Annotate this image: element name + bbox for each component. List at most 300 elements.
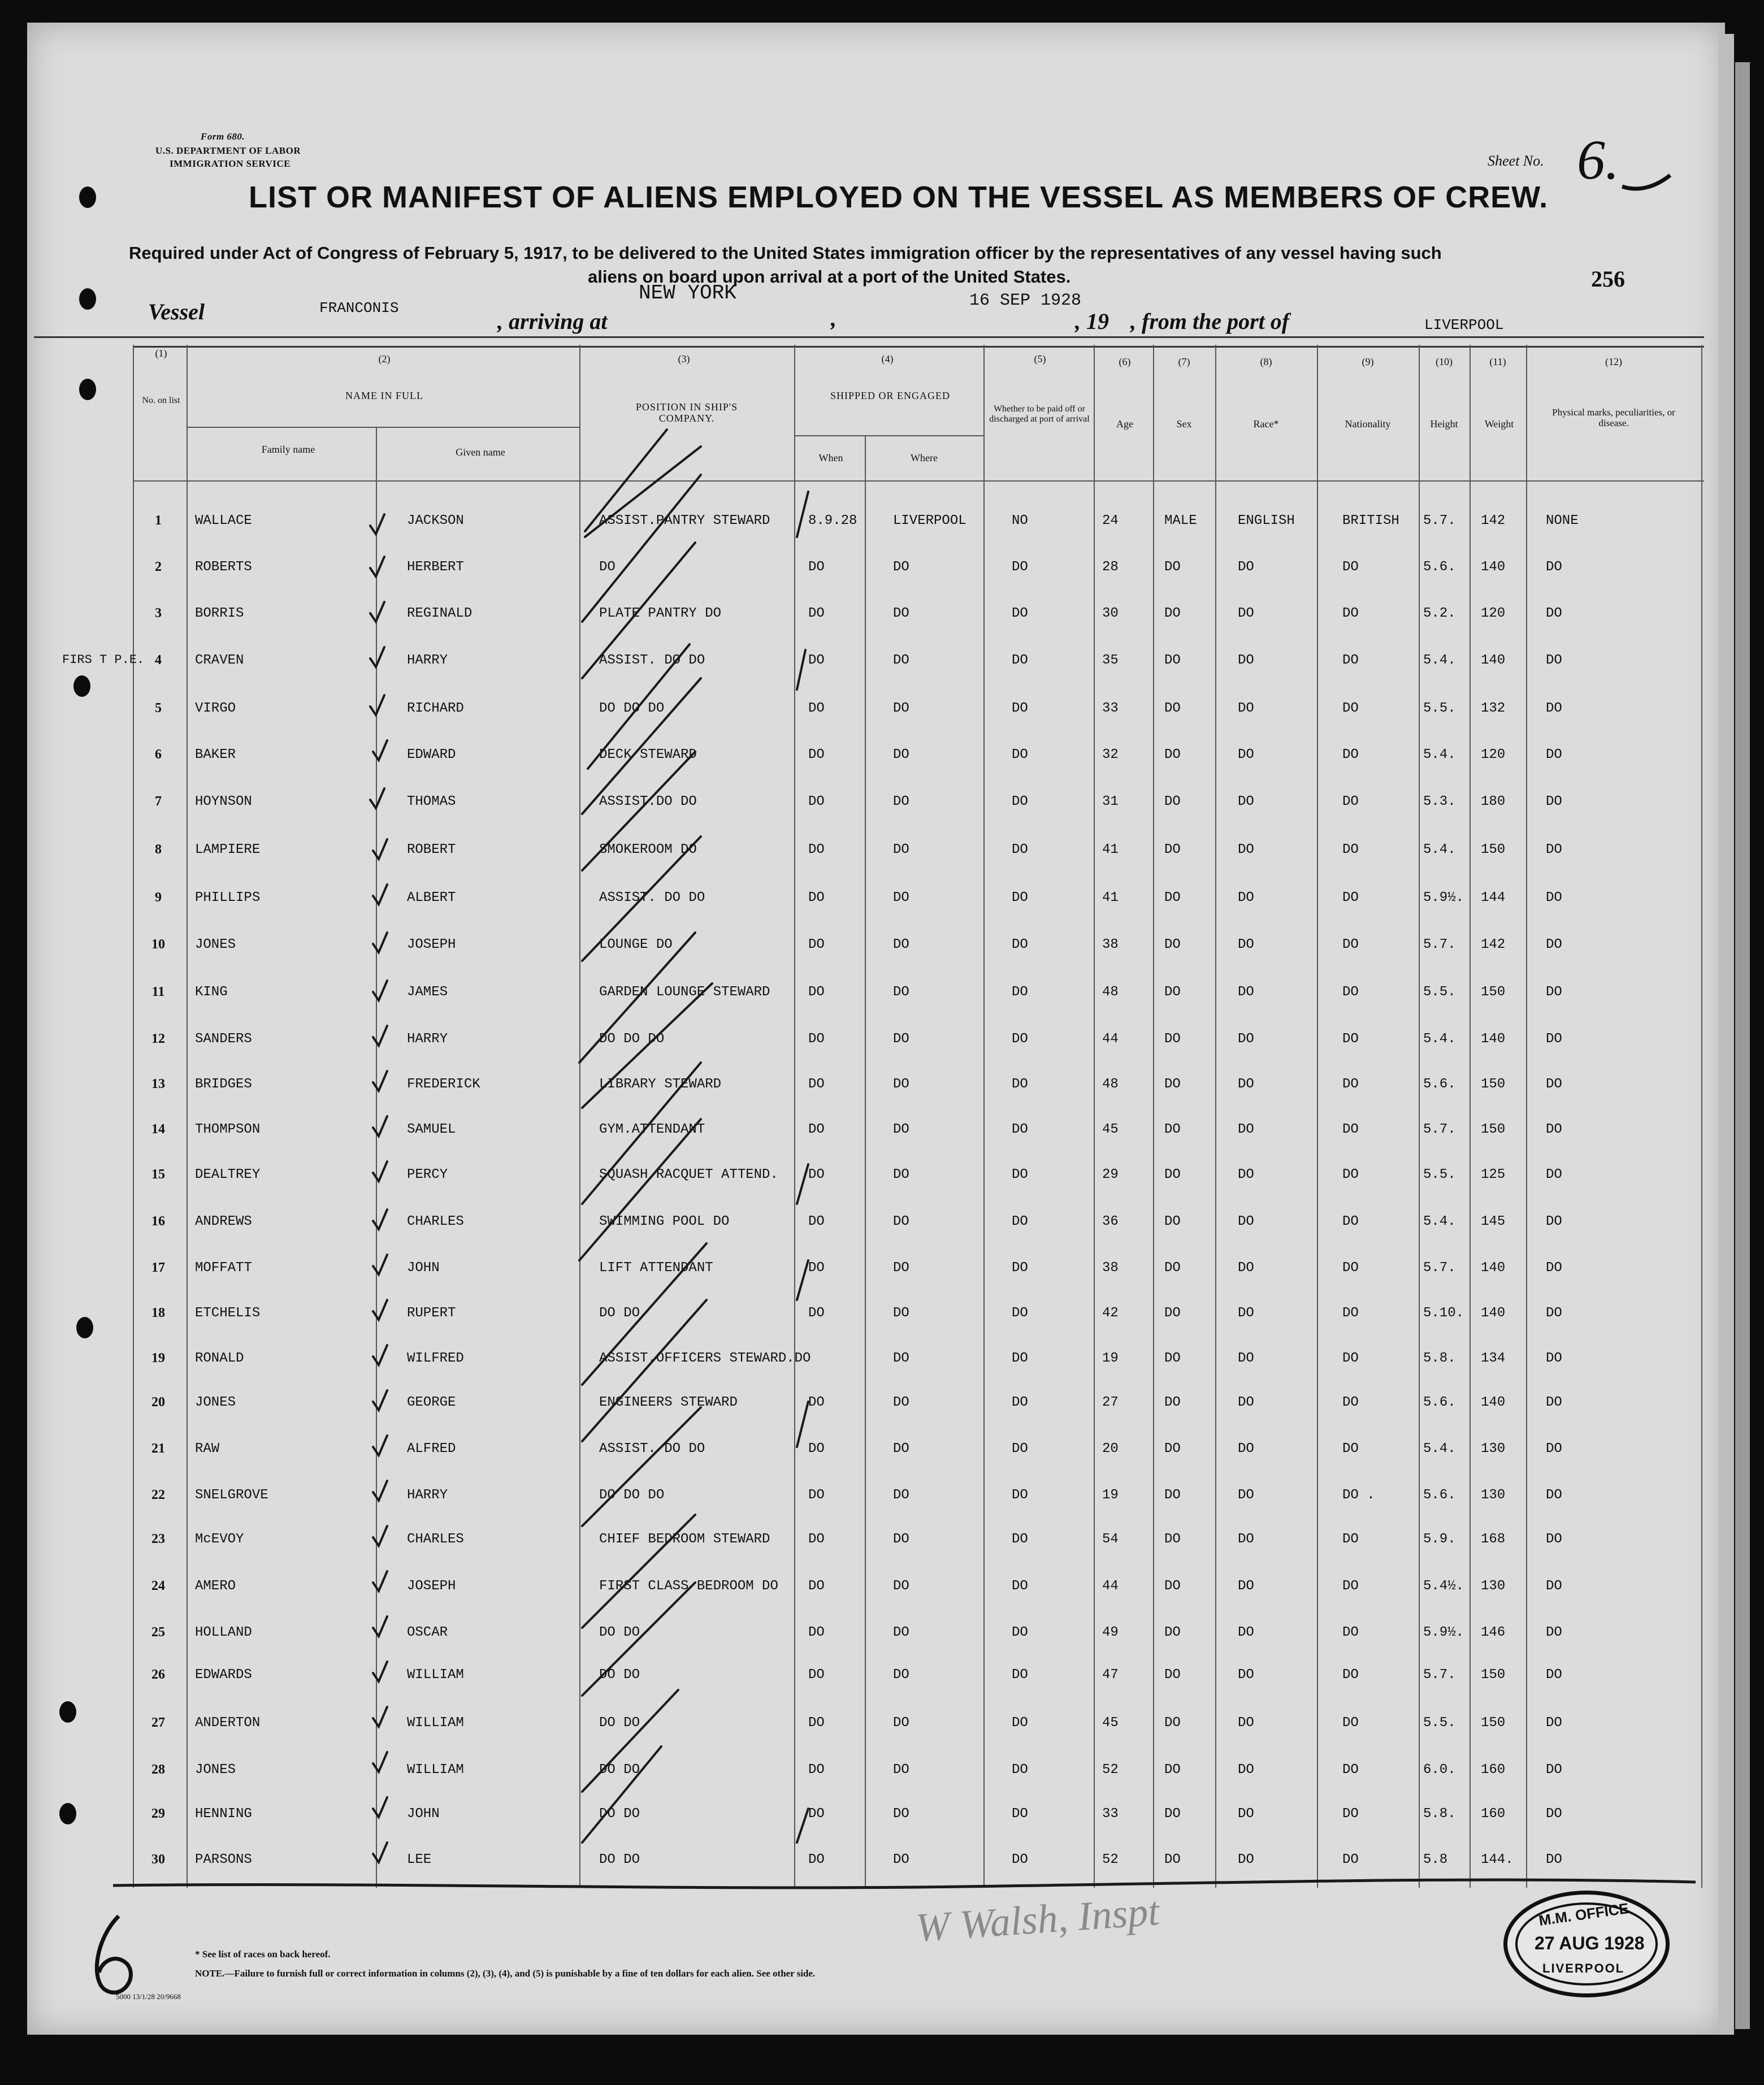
weight: 168 (1481, 1532, 1506, 1547)
position: ASSIST.OFFICERS STEWARD.DO (599, 1351, 811, 1366)
column-rule (1094, 345, 1095, 1888)
race: DO (1238, 1806, 1254, 1822)
shipped-where: DO (893, 1852, 909, 1867)
shipped-when: DO (808, 560, 825, 575)
weight: 132 (1481, 701, 1506, 716)
physical-marks: DO (1546, 606, 1562, 621)
shipped-when: DO (808, 1579, 825, 1594)
col-12-number: (12) (1605, 356, 1622, 367)
shipped-when: DO (808, 794, 825, 809)
service-name: IMMIGRATION SERVICE (170, 158, 291, 169)
shipped-when: DO (808, 701, 825, 716)
weight: 120 (1481, 606, 1506, 621)
col-2-number: (2) (378, 353, 391, 365)
family-name: DEALTREY (195, 1167, 261, 1182)
height: 5.8 (1423, 1852, 1448, 1867)
given-name: JOHN (407, 1806, 440, 1822)
age: 19 (1102, 1488, 1119, 1503)
paid-off: DO (1012, 1715, 1028, 1731)
family-name: BORRIS (195, 606, 244, 621)
given-name: HARRY (407, 653, 448, 668)
col-7-number: (7) (1178, 356, 1190, 367)
sex: DO (1164, 1077, 1181, 1092)
shipped-where: DO (893, 1167, 909, 1182)
shipped-where: DO (893, 1077, 909, 1092)
col-3-number: (3) (678, 353, 690, 365)
weight: 142 (1481, 513, 1506, 528)
shipped-where: DO (893, 747, 909, 762)
weight: 140 (1481, 560, 1506, 575)
sex: DO (1164, 747, 1181, 762)
shipped-when: DO (808, 1667, 825, 1683)
family-name: McEVOY (195, 1532, 244, 1547)
col-6-number: (6) (1119, 356, 1131, 367)
sex: DO (1164, 1532, 1181, 1547)
paid-off: DO (1012, 560, 1028, 575)
height: 5.4½. (1423, 1579, 1464, 1594)
punch-hole (76, 1317, 93, 1338)
punch-hole (79, 379, 96, 400)
position: SWIMMING POOL DO (599, 1214, 730, 1229)
race-footnote: * See list of races on back hereof. (195, 1949, 331, 1960)
position: ASSIST.DO DO (599, 794, 697, 809)
weight: 150 (1481, 1715, 1506, 1731)
inspector-signature: W Walsh, Inspt (914, 1888, 1161, 1950)
age: 31 (1102, 794, 1119, 809)
page-title: LIST OR MANIFEST OF ALIENS EMPLOYED ON THE VESSEL AS MEMBERS OF CREW. (249, 180, 1549, 214)
given-name: HARRY (407, 1488, 448, 1503)
row-number: 10 (151, 937, 165, 952)
sex: DO (1164, 1031, 1181, 1047)
weight: 140 (1481, 1260, 1506, 1276)
shipped-where: DO (893, 890, 909, 905)
race: DO (1238, 1077, 1254, 1092)
paid-off: DO (1012, 842, 1028, 857)
given-name: OSCAR (407, 1625, 448, 1640)
page-edge (1718, 34, 1734, 2035)
race: DO (1238, 560, 1254, 575)
position: LIFT ATTENDANT (599, 1260, 713, 1276)
shipped-when: DO (808, 1441, 825, 1457)
stamp-date: 27 AUG 1928 (1535, 1933, 1645, 1953)
given-name: WILLIAM (407, 1762, 464, 1778)
physical-marks: DO (1546, 1260, 1562, 1276)
position: DO DO (599, 1806, 640, 1822)
col-4-header: SHIPPED OR ENGAGED (830, 390, 950, 401)
nationality: DO (1342, 1532, 1359, 1547)
height: 5.4. (1423, 747, 1456, 762)
position: DO DO DO (599, 1031, 665, 1047)
shipped-when: DO (808, 1488, 825, 1503)
paid-off: DO (1012, 1488, 1028, 1503)
position: DO DO DO (599, 1488, 665, 1503)
weight: 134 (1481, 1351, 1506, 1366)
age: 48 (1102, 985, 1119, 1000)
position: DO DO (599, 1715, 640, 1731)
row-number: 19 (151, 1351, 165, 1366)
paid-off: DO (1012, 1762, 1028, 1778)
height: 5.4. (1423, 842, 1456, 857)
physical-marks: DO (1546, 1306, 1562, 1321)
race: DO (1238, 747, 1254, 762)
weight: 125 (1481, 1167, 1506, 1182)
position: DECK STEWARD (599, 747, 697, 762)
position: DO DO (599, 1306, 640, 1321)
age: 32 (1102, 747, 1119, 762)
physical-marks: DO (1546, 1488, 1562, 1503)
header-bottom-rule (133, 480, 1704, 482)
shipped-where: DO (893, 1122, 909, 1137)
age: 42 (1102, 1306, 1119, 1321)
family-name: THOMPSON (195, 1122, 261, 1137)
nationality: BRITISH (1342, 513, 1399, 528)
column-rule (865, 435, 866, 1888)
nationality: DO (1342, 937, 1359, 952)
shipped-where: DO (893, 1351, 909, 1366)
col-4a-header: When (818, 452, 843, 463)
column-rule (1215, 345, 1216, 1888)
family-name: LAMPIERE (195, 842, 261, 857)
physical-marks: DO (1546, 1167, 1562, 1182)
shipped-when: DO (808, 1260, 825, 1276)
shipped-when: DO (808, 1625, 825, 1640)
given-name: JAMES (407, 985, 448, 1000)
race: DO (1238, 1306, 1254, 1321)
vessel-label: Vessel (148, 299, 205, 324)
physical-marks: DO (1546, 890, 1562, 905)
page-edge (1735, 62, 1750, 2029)
weight: 144. (1481, 1852, 1514, 1867)
weight: 120 (1481, 747, 1506, 762)
given-name: LEE (407, 1852, 432, 1867)
given-name: JOSEPH (407, 1579, 456, 1594)
nationality: DO (1342, 1214, 1359, 1229)
position: CHIEF BEDROOM STEWARD (599, 1532, 770, 1547)
shipped-when: DO (808, 937, 825, 952)
paid-off: DO (1012, 1579, 1028, 1594)
sex: DO (1164, 985, 1181, 1000)
family-name: MOFFATT (195, 1260, 252, 1276)
shipped-where: DO (893, 1260, 909, 1276)
shipped-where: DO (893, 701, 909, 716)
position: ASSIST.PANTRY STEWARD (599, 513, 770, 528)
age: 44 (1102, 1579, 1119, 1594)
age: 38 (1102, 1260, 1119, 1276)
age: 45 (1102, 1122, 1119, 1137)
paid-off: DO (1012, 653, 1028, 668)
col-4b-header: Where (911, 452, 938, 463)
family-name: ETCHELIS (195, 1306, 261, 1321)
row-number: 15 (151, 1167, 165, 1182)
race: DO (1238, 1441, 1254, 1457)
col-10-number: (10) (1436, 356, 1453, 367)
note-text: —Failure to furnish full or correct information in columns (2), (3), (4), and (5) is punishable by a fine of ten dollars for each alien. See other side. (224, 1968, 816, 1979)
page-number: 256 (1591, 266, 1625, 292)
col-6-header: Age (1116, 418, 1133, 430)
shipped-where: DO (893, 1488, 909, 1503)
form-number: Form 680. (201, 131, 245, 142)
family-name: JONES (195, 1395, 236, 1410)
shipped-when: DO (808, 606, 825, 621)
sex: DO (1164, 1667, 1181, 1683)
punch-hole (59, 1701, 76, 1723)
age: 30 (1102, 606, 1119, 621)
weight: 150 (1481, 842, 1506, 857)
given-name: HARRY (407, 1031, 448, 1047)
sex: DO (1164, 606, 1181, 621)
physical-marks: DO (1546, 1667, 1562, 1683)
physical-marks: DO (1546, 1077, 1562, 1092)
family-name: WALLACE (195, 513, 252, 528)
sex: DO (1164, 937, 1181, 952)
height: 5.7. (1423, 937, 1456, 952)
family-name: AMERO (195, 1579, 236, 1594)
given-name: WILFRED (407, 1351, 464, 1366)
position: DO DO (599, 1762, 640, 1778)
row-number: 28 (151, 1762, 165, 1777)
row-number: 7 (155, 794, 162, 809)
height: 5.9½. (1423, 1625, 1464, 1640)
sex: DO (1164, 1214, 1181, 1229)
nationality: DO (1342, 842, 1359, 857)
position: DO DO (599, 1625, 640, 1640)
row-number: 3 (155, 606, 162, 621)
nationality: DO (1342, 1260, 1359, 1276)
shipped-where: DO (893, 794, 909, 809)
position: GARDEN LOUNGE STEWARD (599, 985, 770, 1000)
race: DO (1238, 1532, 1254, 1547)
sex: DO (1164, 1579, 1181, 1594)
age: 28 (1102, 560, 1119, 575)
paid-off: DO (1012, 985, 1028, 1000)
row-number: 23 (151, 1532, 165, 1546)
position: ASSIST. DO DO (599, 653, 705, 668)
height: 5.4. (1423, 1441, 1456, 1457)
sex: DO (1164, 1762, 1181, 1778)
paid-off: DO (1012, 1806, 1028, 1822)
nationality: DO (1342, 794, 1359, 809)
height: 5.6. (1423, 1077, 1456, 1092)
age: 49 (1102, 1625, 1119, 1640)
shipped-when: DO (808, 1167, 825, 1182)
given-name: ROBERT (407, 842, 456, 857)
height: 5.7. (1423, 1122, 1456, 1137)
race: DO (1238, 1122, 1254, 1137)
position: LIBRARY STEWARD (599, 1077, 722, 1092)
age: 41 (1102, 890, 1119, 905)
height: 5.7. (1423, 1667, 1456, 1683)
nationality: DO (1342, 1625, 1359, 1640)
shipped-when: DO (808, 1762, 825, 1778)
row-number: 26 (151, 1667, 165, 1682)
race: DO (1238, 1260, 1254, 1276)
paid-off: DO (1012, 1031, 1028, 1047)
header-rule (187, 427, 579, 428)
given-name: WILLIAM (407, 1715, 464, 1731)
nationality: DO (1342, 1806, 1359, 1822)
physical-marks: DO (1546, 747, 1562, 762)
nationality: DO (1342, 1031, 1359, 1047)
arriving-port: NEW YORK (639, 281, 736, 305)
family-name: EDWARDS (195, 1667, 252, 1683)
given-name: JOSEPH (407, 937, 456, 952)
race: DO (1238, 1762, 1254, 1778)
row-number: 16 (151, 1214, 165, 1229)
physical-marks: DO (1546, 701, 1562, 716)
paid-off: DO (1012, 1441, 1028, 1457)
comma: , (831, 306, 837, 331)
height: 5.7. (1423, 1260, 1456, 1276)
age: 45 (1102, 1715, 1119, 1731)
punch-hole (79, 187, 96, 208)
col-2a-header: Family name (261, 444, 315, 455)
col-12-header: Physical marks, peculiarities, or disease. (1552, 407, 1675, 428)
col-1-header: No. on list (142, 396, 180, 405)
row-number: 14 (151, 1122, 165, 1137)
given-name: JOHN (407, 1260, 440, 1276)
paid-off: DO (1012, 1077, 1028, 1092)
family-name: JONES (195, 1762, 236, 1778)
age: 36 (1102, 1214, 1119, 1229)
sex: DO (1164, 1306, 1181, 1321)
age: 24 (1102, 513, 1119, 528)
physical-marks: DO (1546, 842, 1562, 857)
family-name: ANDREWS (195, 1214, 252, 1229)
paid-off: DO (1012, 1306, 1028, 1321)
race: DO (1238, 1167, 1254, 1182)
weight: 145 (1481, 1214, 1506, 1229)
row-number: 4 (155, 653, 162, 667)
column-rule (579, 345, 580, 1888)
shipped-when: DO (808, 1532, 825, 1547)
column-rule (133, 345, 134, 1888)
sex: DO (1164, 1441, 1181, 1457)
shipped-where: DO (893, 1441, 909, 1457)
age: 38 (1102, 937, 1119, 952)
physical-marks: DO (1546, 1579, 1562, 1594)
race: DO (1238, 890, 1254, 905)
sex: DO (1164, 1488, 1181, 1503)
nationality: DO (1342, 1441, 1359, 1457)
nationality: DO (1342, 1351, 1359, 1366)
height: 5.7. (1423, 513, 1456, 528)
header-rule (794, 435, 983, 436)
year-label: , 19 (1075, 309, 1109, 334)
position: ASSIST. DO DO (599, 890, 705, 905)
family-name: SNELGROVE (195, 1488, 268, 1503)
punch-hole (59, 1803, 76, 1824)
column-rule (1701, 345, 1702, 1888)
position: FIRST CLASS BEDROOM DO (599, 1579, 778, 1594)
col-9-number: (9) (1362, 356, 1374, 367)
family-name: JONES (195, 937, 236, 952)
age: 33 (1102, 701, 1119, 716)
nationality: DO (1342, 1852, 1359, 1867)
height: 5.4. (1423, 653, 1456, 668)
race: DO (1238, 1667, 1254, 1683)
age: 19 (1102, 1351, 1119, 1366)
given-name: WILLIAM (407, 1667, 464, 1683)
given-name: EDWARD (407, 747, 456, 762)
given-name: GEORGE (407, 1395, 456, 1410)
weight: 150 (1481, 1122, 1506, 1137)
nationality: DO (1342, 1306, 1359, 1321)
physical-marks: DO (1546, 1852, 1562, 1867)
given-name: RUPERT (407, 1306, 456, 1321)
paid-off: DO (1012, 1395, 1028, 1410)
stamp-office: M.M. OFFICE (1537, 1899, 1630, 1930)
sex: DO (1164, 890, 1181, 905)
shipped-where: DO (893, 1214, 909, 1229)
shipped-where: DO (893, 842, 909, 857)
from-port: LIVERPOOL (1424, 317, 1504, 333)
shipped-where: LIVERPOOL (893, 513, 966, 528)
margin-note: FIRS T P.E. (62, 653, 145, 667)
height: 5.3. (1423, 794, 1456, 809)
row-number: 24 (151, 1579, 165, 1593)
sex: DO (1164, 1852, 1181, 1867)
col-7-header: Sex (1176, 418, 1192, 430)
race: DO (1238, 794, 1254, 809)
shipped-where: DO (893, 985, 909, 1000)
shipped-where: DO (893, 1625, 909, 1640)
column-rule (376, 427, 377, 1888)
nationality: DO (1342, 560, 1359, 575)
shipped-when: DO (808, 1395, 825, 1410)
sex: DO (1164, 1625, 1181, 1640)
paid-off: DO (1012, 1625, 1028, 1640)
sex: DO (1164, 1351, 1181, 1366)
race: DO (1238, 1488, 1254, 1503)
col-2-header: NAME IN FULL (345, 390, 423, 401)
sheet-label: Sheet No. (1488, 153, 1544, 169)
height: 5.6. (1423, 560, 1456, 575)
paid-off: DO (1012, 606, 1028, 621)
col-2b-header: Given name (456, 447, 505, 458)
row-number: 6 (155, 747, 162, 762)
position: SMOKEROOM DO (599, 842, 697, 857)
weight: 160 (1481, 1762, 1506, 1778)
shipped-when: DO (808, 890, 825, 905)
family-name: HOYNSON (195, 794, 252, 809)
nationality: DO (1342, 653, 1359, 668)
paid-off: DO (1012, 747, 1028, 762)
paid-off: DO (1012, 794, 1028, 809)
col-8-header: Race* (1253, 418, 1279, 430)
sex: DO (1164, 1122, 1181, 1137)
race: DO (1238, 842, 1254, 857)
race: DO (1238, 1031, 1254, 1047)
physical-marks: DO (1546, 1031, 1562, 1047)
age: 54 (1102, 1532, 1119, 1547)
col-1-number: (1) (155, 348, 167, 359)
shipped-when: DO (808, 1122, 825, 1137)
family-name: BAKER (195, 747, 236, 762)
height: 5.4. (1423, 1214, 1456, 1229)
age: 27 (1102, 1395, 1119, 1410)
shipped-where: DO (893, 1715, 909, 1731)
race: ENGLISH (1238, 513, 1295, 528)
row-number: 21 (151, 1441, 165, 1456)
height: 5.8. (1423, 1351, 1456, 1366)
race: DO (1238, 1625, 1254, 1640)
race: DO (1238, 1715, 1254, 1731)
print-code: 5000 13/1/28 20/9668 (116, 1992, 181, 2001)
vessel-name: FRANCONIS (319, 300, 399, 317)
weight: 130 (1481, 1441, 1506, 1457)
age: 48 (1102, 1077, 1119, 1092)
sheet-number: 6. (1577, 128, 1619, 191)
